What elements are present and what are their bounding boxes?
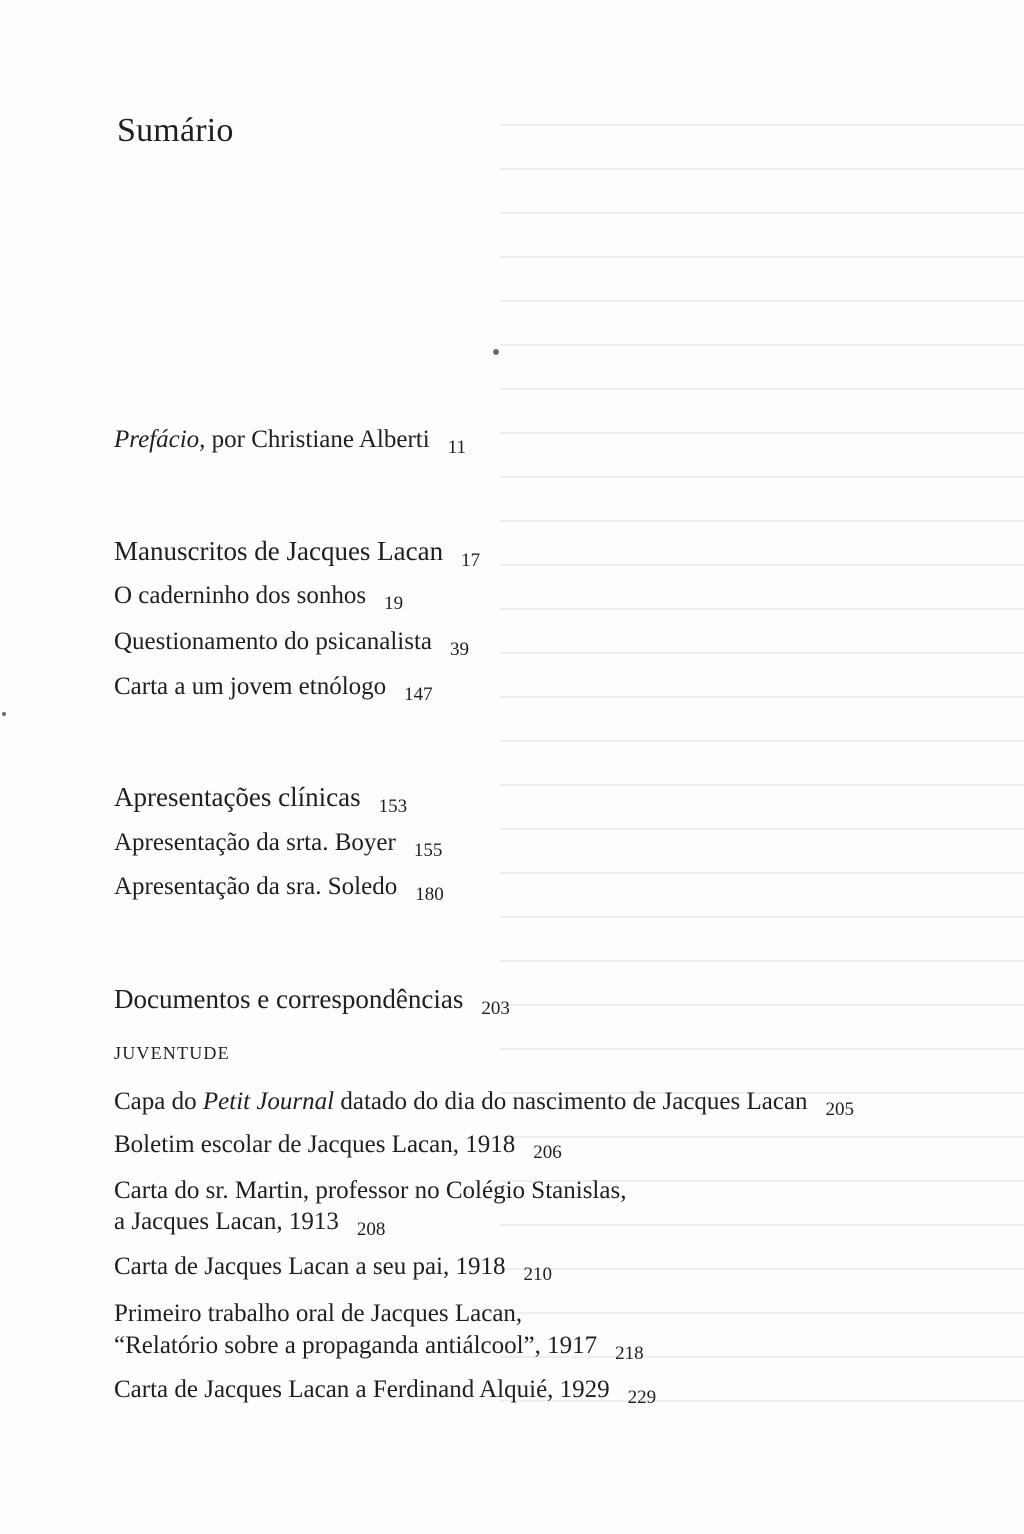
entry-page: 39	[449, 639, 469, 660]
toc-entry	[114, 672, 433, 704]
entry-label: Carta de Jacques Lacan a Ferdinand Alquié, 1929	[114, 1376, 610, 1403]
entry-label: Boletim escolar de Jacques Lacan, 1918	[114, 1131, 516, 1158]
section-label: Documentos e correspondências	[114, 984, 464, 1014]
entry-page: 147	[404, 684, 433, 705]
entry-page: 206	[533, 1142, 562, 1163]
preface-label-italic: Prefácio,	[114, 426, 206, 453]
paper-speck	[2, 712, 6, 716]
entry-label: Carta a um jovem etnólogo	[114, 673, 387, 700]
entry-label-italic: Petit Journal	[202, 1088, 335, 1115]
entry-label: a Jacques Lacan, 1913	[114, 1208, 339, 1235]
entry-label: Questionamento do psicanalista	[114, 628, 432, 655]
entry-label-suffix: datado do dia do nascimento de Jacques Lacan	[334, 1088, 808, 1115]
entry-label: Carta do sr. Martin, professor no Colégio Stanislas,	[114, 1177, 627, 1204]
toc-entry-line1	[114, 1176, 626, 1206]
page-title: Sumário	[117, 112, 234, 149]
toc-section-clinical	[114, 782, 407, 816]
entry-page: 205	[825, 1099, 855, 1120]
entry-label: O caderninho dos sonhos	[114, 582, 367, 609]
entry-page: 210	[523, 1264, 553, 1285]
entry-page: 208	[356, 1219, 386, 1240]
preface-label-rest: por Christiane Alberti	[205, 426, 430, 453]
toc-entry-line2	[114, 1207, 385, 1239]
toc-entry	[114, 581, 403, 613]
toc-entry	[114, 1252, 552, 1284]
paper-speck	[493, 349, 499, 355]
show-through-texture	[500, 90, 1024, 1414]
section-label: Apresentações clínicas	[114, 782, 361, 812]
toc-entry	[114, 1130, 562, 1162]
toc-entry	[114, 627, 469, 659]
toc-entry	[114, 872, 444, 904]
section-page: 17	[461, 550, 481, 571]
entry-label: Apresentação da srta. Boyer	[114, 829, 396, 856]
entry-label: Primeiro trabalho oral de Jacques Lacan,	[114, 1300, 523, 1327]
entry-label: Apresentação da sra. Soledo	[114, 873, 398, 900]
preface-page: 11	[447, 437, 466, 458]
entry-page: 155	[413, 840, 443, 861]
section-label: Manuscritos de Jacques Lacan	[114, 536, 444, 566]
section-page: 203	[481, 998, 510, 1019]
toc-section-manuscripts	[114, 536, 480, 570]
toc-entry	[114, 828, 442, 860]
toc-entry-preface	[114, 425, 466, 457]
entry-page: 229	[627, 1387, 657, 1408]
entry-label: Carta de Jacques Lacan a seu pai, 1918	[114, 1253, 506, 1280]
subsection-heading: JUVENTUDE	[114, 1043, 230, 1063]
section-page: 153	[378, 796, 408, 817]
toc-section-documents	[114, 984, 510, 1018]
entry-page: 19	[384, 593, 404, 614]
entry-page: 180	[415, 884, 444, 905]
toc-entry	[114, 1375, 656, 1407]
entry-label-prefix: Capa do	[114, 1088, 203, 1115]
entry-page: 218	[615, 1343, 644, 1364]
toc-entry-line2	[114, 1331, 644, 1363]
toc-entry	[114, 1087, 854, 1119]
toc-entry-line1	[114, 1299, 522, 1329]
entry-label: “Relatório sobre a propaganda antiálcool”, 1917	[114, 1332, 598, 1359]
